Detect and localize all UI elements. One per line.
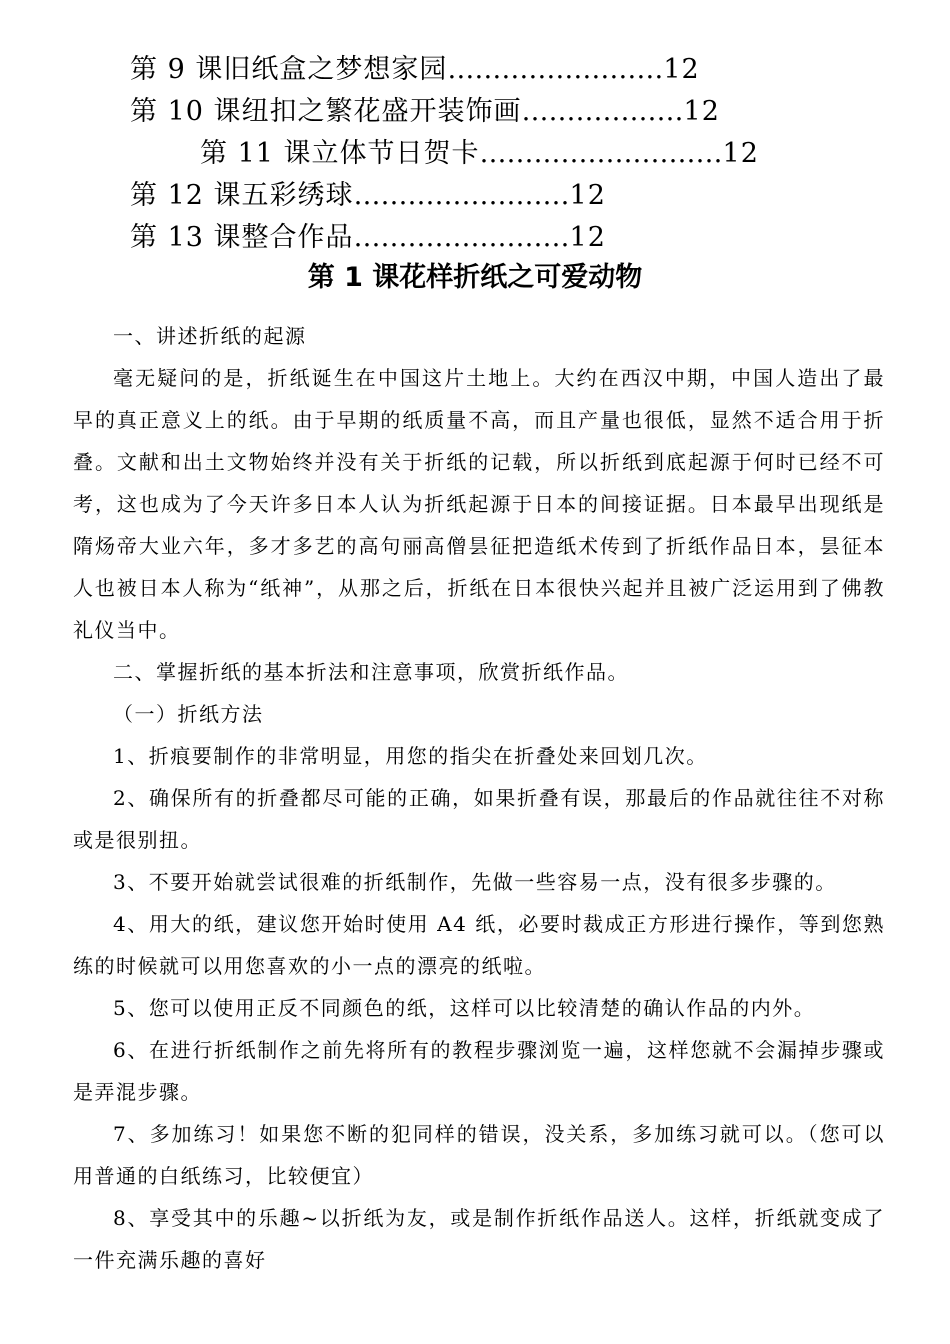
body-text [73,315,885,1281]
toc-entry [200,134,759,174]
toc-leader: …………………… [353,222,570,253]
toc-lesson: 第 11 课立体节日贺卡 [200,138,480,169]
toc-lesson: 第 13 课整合作品 [130,222,354,253]
chapter-title: 第 1 课花样折纸之可爱动物 [307,262,643,293]
subsection-heading: （一）折纸方法 [113,702,264,726]
list-item: 1、折痕要制作的非常明显，用您的指尖在折叠处来回划几次。 [113,744,708,768]
toc-leader: …………………… [353,180,570,211]
toc-lesson: 第 12 课五彩绣球 [130,180,354,211]
toc-page: 12 [663,54,700,85]
section-heading: 一、讲述折纸的起源 [113,324,307,348]
toc-leader: ……………………… [479,138,723,169]
toc-page: 12 [569,180,606,211]
toc-entry [130,92,720,132]
toc-page: 12 [569,222,606,253]
list-item: 7、多加练习！如果您不断的犯同样的错误，没关系，多加练习就可以。（您可以用普通的白纸练习，比较便宜） [73,1122,885,1188]
list-item: 2、确保所有的折叠都尽可能的正确，如果折叠有误，那最后的作品就往往不对称或是很别扭。 [73,786,885,852]
toc-page: 12 [722,138,759,169]
toc-leader: ……………… [521,96,684,127]
toc-lesson: 第 10 课纽扣之繁花盛开装饰画 [130,96,522,127]
toc-entry [130,176,606,216]
paragraph: 毫无疑问的是，折纸诞生在中国这片土地上。大约在西汉中期，中国人造出了最早的真正意义上的纸。由于早期的纸质量不高，而且产量也很低，显然不适合用于折叠。文献和出土文物始终并没有关于折纸的记载，所以折纸到底起源于何时已经不可考，这也成为了今天许多日本人认为折纸起源于日本的间接证据。日本最早出现纸是隋炀帝大业六年，多才多艺的高句丽高僧昙征把造纸术传到了折纸作品日本，昙征本人也被日本人称为“纸神”，从那之后，折纸在日本很快兴起并且被广泛运用到了佛教礼仪当中。 [73,366,885,642]
list-item: 5、您可以使用正反不同颜色的纸，这样可以比较清楚的确认作品的内外。 [113,996,816,1020]
toc-lesson: 第 9 课旧纸盒之梦想家园 [130,54,448,85]
list-item: 4、用大的纸，建议您开始时使用 A4 纸，必要时裁成正方形进行操作，等到您熟练的时候就可以用您喜欢的小一点的漂亮的纸啦。 [73,912,885,978]
section-heading: 二、掌握折纸的基本折法和注意事项，欣赏折纸作品。 [113,660,629,684]
list-item: 6、在进行折纸制作之前先将所有的教程步骤浏览一遍，这样您就不会漏掉步骤或是弄混步骤。 [73,1038,885,1104]
toc-entry [130,50,700,90]
list-item: 8、享受其中的乐趣~以折纸为友，或是制作折纸作品送人。这样，折纸就变成了一件充满乐趣的喜好 [73,1206,885,1272]
toc-leader: …………………… [447,54,664,85]
toc-page: 12 [683,96,720,127]
list-item: 3、不要开始就尝试很难的折纸制作，先做一些容易一点，没有很多步骤的。 [113,870,837,894]
toc-entry [130,218,606,258]
